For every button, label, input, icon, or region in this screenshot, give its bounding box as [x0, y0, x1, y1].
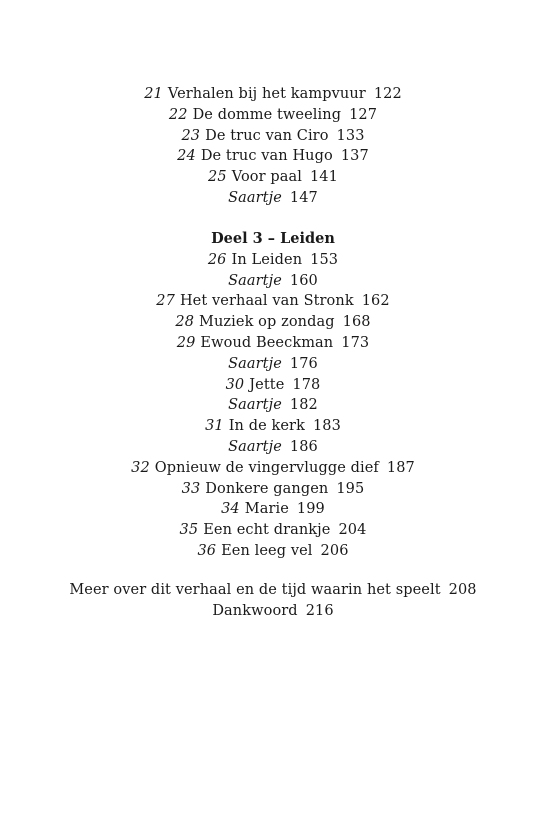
interlude-title: Saartje [228, 438, 282, 455]
toc-entry-28 [0, 312, 546, 333]
page-number: 147 [289, 189, 318, 206]
section-title: Meer over dit verhaal en de tijd waarin het speelt [69, 582, 441, 598]
chapter-number: 21 [144, 86, 163, 102]
toc-entry-25 [0, 167, 546, 188]
toc-entry-33 [0, 479, 546, 500]
chapter-title: De domme tweeling [192, 106, 342, 123]
toc-back-matter [0, 580, 546, 622]
chapter-title: Het verhaal van Stronk [179, 293, 354, 310]
toc-entry-background [0, 580, 546, 601]
chapter-title: Marie [244, 501, 289, 518]
chapter-number: 35 [179, 522, 199, 539]
toc-entry-24 [0, 146, 546, 167]
toc-interlude-saartje [0, 437, 546, 458]
chapter-number: 26 [207, 251, 227, 268]
section-title: Dankwoord [212, 602, 298, 619]
chapter-title: De truc van Ciro [205, 127, 329, 144]
page-number: 168 [342, 314, 371, 331]
toc-entry-31 [0, 416, 546, 437]
page-number: 216 [305, 602, 334, 619]
chapter-title: Jette [249, 376, 285, 393]
interlude-title: Saartje [228, 355, 282, 372]
toc-interlude-saartje [0, 395, 546, 416]
toc-interlude-saartje [0, 271, 546, 292]
chapter-number: 32 [131, 459, 150, 476]
toc-entry-26 [0, 250, 546, 271]
page-number: 162 [361, 293, 390, 310]
toc-entry-23 [0, 126, 546, 147]
page-number: 195 [336, 480, 365, 497]
page-number: 153 [310, 251, 339, 268]
toc-entry-22 [0, 105, 546, 126]
toc-entry-21 [0, 84, 546, 105]
toc-interlude-saartje [0, 188, 546, 209]
chapter-number: 27 [156, 293, 175, 310]
chapter-number: 28 [175, 314, 195, 331]
chapter-title: Opnieuw de vingervlugge dief [154, 459, 379, 476]
toc-entry-30 [0, 375, 546, 396]
toc-entry-27 [0, 291, 546, 312]
chapter-number: 33 [181, 480, 201, 497]
page-number: 187 [386, 459, 415, 476]
chapter-number: 23 [181, 127, 201, 144]
page-number: 206 [320, 542, 349, 559]
part-heading: Deel 3 – Leiden [211, 230, 335, 247]
toc-interlude-saartje [0, 354, 546, 375]
chapter-number: 25 [208, 169, 227, 186]
chapter-title: Muziek op zondag [199, 314, 335, 331]
toc-entry-36 [0, 541, 546, 562]
chapter-title: Een echt drankje [203, 522, 331, 539]
chapter-title: Voor paal [231, 169, 302, 186]
page-number: 208 [448, 582, 477, 598]
page-number: 137 [340, 148, 369, 165]
chapter-number: 31 [205, 418, 224, 435]
chapter-title: Donkere gangen [205, 480, 329, 497]
chapter-title: De truc van Hugo [200, 148, 333, 165]
chapter-title: Ewoud Beeckman [200, 334, 334, 351]
interlude-title: Saartje [228, 272, 282, 289]
page-number: 173 [341, 334, 370, 351]
page-number: 204 [338, 522, 367, 539]
interlude-title: Saartje [228, 397, 282, 414]
chapter-title: In Leiden [231, 251, 303, 268]
chapter-number: 29 [176, 334, 196, 351]
chapter-number: 24 [177, 148, 196, 165]
page-number: 186 [289, 438, 318, 455]
chapter-title: In de kerk [228, 418, 305, 435]
chapter-title: Een leeg vel [221, 542, 313, 559]
toc-entry-35 [0, 520, 546, 541]
page-number: 182 [289, 397, 318, 414]
page-number: 141 [309, 169, 338, 186]
chapter-number: 22 [168, 106, 188, 123]
page-number: 127 [349, 106, 378, 123]
interlude-title: Saartje [228, 189, 282, 206]
page-number: 183 [312, 418, 341, 435]
page-number: 160 [289, 272, 318, 289]
page-number: 178 [292, 376, 321, 393]
page-number: 176 [289, 355, 318, 372]
toc-entry-32 [0, 458, 546, 479]
toc-part-3 [0, 229, 546, 562]
chapter-number: 30 [225, 376, 245, 393]
toc-entry-acknowledgements [0, 601, 546, 622]
page-number: 122 [373, 86, 402, 102]
chapter-number: 36 [197, 542, 217, 559]
chapter-title: Verhalen bij het kampvuur [167, 86, 366, 102]
chapter-number: 34 [221, 501, 240, 518]
toc-entry-34 [0, 499, 546, 520]
toc-part-2-continued [0, 84, 546, 209]
toc-entry-29 [0, 333, 546, 354]
page-number: 199 [296, 501, 325, 518]
page-number: 133 [336, 127, 365, 144]
